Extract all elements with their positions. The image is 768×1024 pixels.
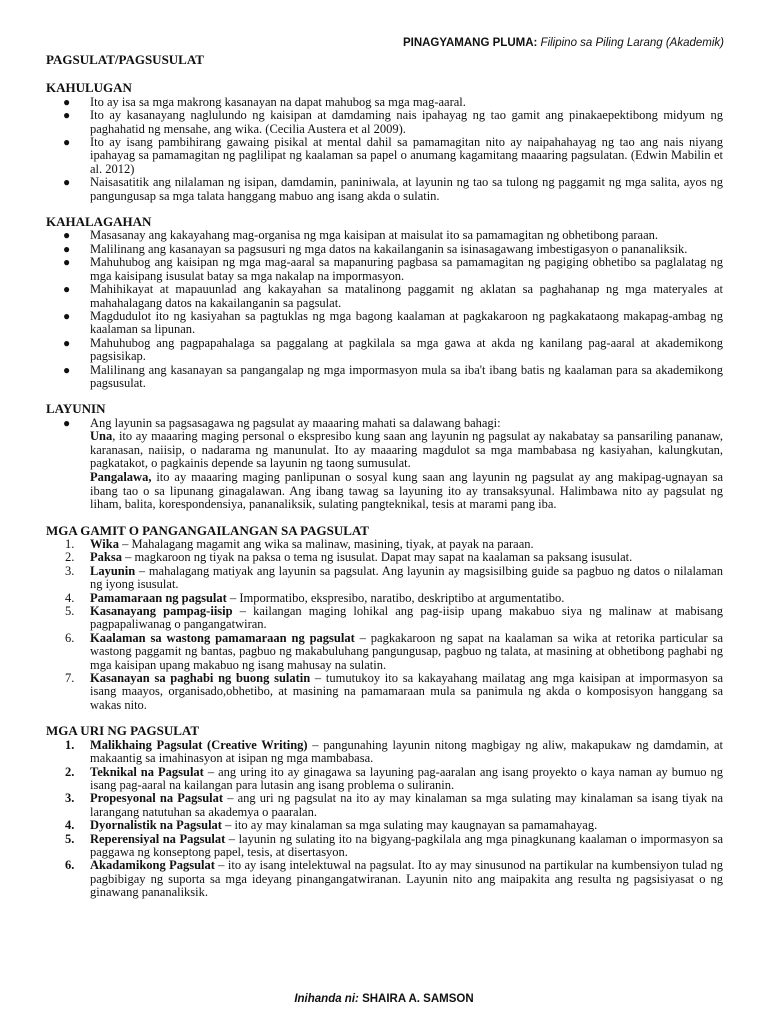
list-item: ● Mahihikayat at mapauunlad ang kakayahan sa matalinong paggamit ng aklatan sa paghahanap ng mga materyales at mahahalagang datos na kakailanganin sa pagsulat.: [63, 282, 723, 310]
uri-list: [46, 739, 723, 900]
list-item: 4. Pamamaraan ng pagsulat – Impormatibo, ekspresibo, naratibo, deskriptibo at argumentatibo.: [65, 590, 565, 605]
bullet-icon: ●: [63, 362, 71, 377]
list-item: 4. Dyornalistik na Pagsulat – ito ay may kinalaman sa mga sulating may kaugnayan sa pamamahayag.: [65, 818, 598, 833]
list-item: 3. Propesyonal na Pagsulat – ang uri ng pagsulat na ito ay may kinalaman sa mga sulating may kinalaman sa isang tiyak na larangang natutuhan sa akademya o paaralan.: [65, 791, 723, 819]
section-title-uri: MGA URI NG PAGSULAT: [46, 723, 199, 739]
list-item: 1. Malikhaing Pagsulat (Creative Writing) – pangunahing layunin nitong magbigay ng aliw, makapukaw ng damdamin, at makaantig sa imahinasyon at isipan ng mga mambabasa.: [65, 737, 723, 766]
layunin-una: Una, ito ay maaaring maging personal o ekspresibo kung saan ang layunin ng pagsulat ay nakabatay sa pansariling pananaw, karanasan, naiisip, o nadarama ng manunulat. Ito ay maaaring magdulot sa mga mambabasa ng kasiyahan, kalungkutan, pagkatakot, o pagkainis depende sa layunin ng taong sumusulat.: [90, 429, 723, 470]
list-item: ● Ito ay isang pambihirang gawaing pisikal at mental dahil sa pamamagitan nito ay naipahahayag ng tao ang nais niyang ipahayag sa pamamagitan ng paglilipat ng kaalaman sa papel o anumang kagamitang maaaring pagsulatan. (Edwin Mabilin et al. 2012): [63, 135, 723, 176]
list-item: ● Mahuhubog ang pagpapahalaga sa paggalang at pagkilala sa mga gawa at akda ng kanilang pag-aaral at akademikong pagsisikap.: [63, 335, 723, 364]
bullet-icon: ●: [63, 108, 71, 123]
header-brand: PINAGYAMANG PLUMA:: [402, 37, 538, 49]
list-item: 2. Paksa – magkaroon ng tiyak na paksa o tema ng isusulat. Dapat may sapat na kaalaman sa paksang isusulat.: [65, 550, 633, 565]
page-footer: [0, 993, 768, 1005]
bullet-icon: ●: [63, 308, 71, 323]
list-item: 5. Reperensiyal na Pagsulat – layunin ng sulating ito na bigyang-pagkilala ang mga pinagkunang kaalaman o impormasyon sa paggawa ng konseptong papel, tesis, at disertasyon.: [65, 831, 723, 859]
author-name: SHAIRA A. SAMSON: [362, 993, 474, 1005]
list-item: ● Naisasatitik ang nilalaman ng isipan, damdamin, paniniwala, at layunin ng tao sa tulong ng paggamit ng mga salita, ayos ng pangungusap sa mga talata hanggang mabuo ang isang akda o sulatin.: [63, 175, 723, 203]
document-title: PAGSULAT/PAGSUSULAT: [46, 52, 204, 67]
header-subject: Filipino sa Piling Larang (Akademik): [540, 37, 724, 49]
section-title-layunin: LAYUNIN: [46, 401, 106, 417]
list-item: 7. Kasanayan sa paghabi ng buong sulatin – tumutukoy ito sa kakayahang mailatag ang mga kaisipan at impormasyon sa isang maayos, organisado,obhetibo, at masining na pamamaraan mula sa panimula ng akda o komposisyon hanggang sa wakas nito.: [65, 671, 723, 712]
list-item: ● Magdudulot ito ng kasiyahan sa pagtuklas ng mga bagong kaalaman at pagkakaroon ng pagkakataong makapag-ambag ng kaalaman sa lipunan.: [63, 308, 723, 337]
list-item: 3. Layunin – mahalagang matiyak ang layunin sa pagsulat. Ang layunin ay magsisilbing guide sa pagbuo ng datos o nilalaman ng iyong isusulat.: [65, 563, 723, 592]
bullet-icon: ●: [63, 228, 71, 243]
list-item: ● Malilinang ang kasanayan sa pagsusuri ng mga datos na kakailanganin sa isinasagawang imbestigasyon o pananaliksik.: [63, 241, 688, 256]
kahalagahan-list: [46, 229, 723, 390]
list-item: 1. Wika – Mahalagang magamit ang wika sa malinaw, masining, tiyak, at payak na paraan.: [65, 537, 534, 551]
layunin-pangalawa: Pangalawa, ito ay maaaring maging panlipunan o sosyal kung saan ang layunin ng pagsulat ay ang makipag-ugnayan sa ibang tao o sa lipunang ginagalawan. Ang ibang tawag sa layuning ito ay transaksyunal. Halimbawa nito ay pagsulat ng liham, balita, korespondensiya, pananaliksik, sulating pangteknikal, tesis at marami pang iba.: [90, 470, 723, 512]
list-item: 2. Teknikal na Pagsulat – ang uring ito ay ginagawa sa layuning pag-aaralan ang isang proyekto o kaya naman ay bumuo ng isang pag-aaral na kailangan para lutasin ang isang problema o suliranin.: [65, 764, 723, 792]
layunin-list: [46, 417, 723, 512]
bullet-icon: ●: [63, 175, 71, 190]
list-item: ● Masasanay ang kakayahang mag-organisa ng mga kaisipan at maisulat ito sa pamamagitan ng obhetibong paraan.: [63, 228, 658, 243]
list-item: ● Ito ay kasanayang naglulundo ng kaisipan at damdaming nais ipahayag ng tao gamit ang pinakaepektibong midyum ng paghahatid ng mensahe, ang wika. (Cecilia Austera et al 2009).: [63, 108, 723, 136]
bullet-icon: ●: [63, 135, 71, 150]
kahulugan-list: [46, 96, 723, 203]
footer-prefix: Inihanda ni:: [294, 993, 363, 1005]
section-title-kahulugan: KAHULUGAN: [46, 80, 132, 96]
list-item: 6. Kaalaman sa wastong pamamaraan ng pagsulat – pagkakaroon ng sapat na kaalaman sa wika at retorika particular sa wastong paggamit ng bantas, pagbuo ng makabuluhang pangungusap, pagbuo ng talata, at masining at obhetibong paghabi ng mga kaisipan upang makabuo ng isang mahusay na sulatin.: [65, 630, 723, 672]
list-item: ● Mahuhubog ang kaisipan ng mga mag-aaral sa mapanuring pagbasa sa pamamagitan ng pagiging obhetibo sa paglalatag ng mga kaisipang isusulat batay sa mga nakalap na impormasyon.: [63, 255, 723, 283]
list-item: ● Ito ay isa sa mga makrong kasanayan na dapat mahubog sa mga mag-aaral.: [63, 94, 466, 109]
gamit-list: [46, 538, 723, 712]
page-header: [403, 37, 724, 49]
layunin-intro: Ang layunin sa pagsasagawa ng pagsulat ay maaaring mahati sa dalawang bahagi:: [90, 415, 501, 430]
bullet-icon: ●: [63, 415, 71, 430]
section-title-kahalagahan: KAHALAGAHAN: [46, 214, 152, 230]
document-body: [46, 53, 723, 900]
bullet-icon: ●: [63, 255, 71, 270]
bullet-icon: ●: [63, 282, 71, 297]
bullet-icon: ●: [63, 241, 71, 256]
section-title-gamit: MGA GAMIT O PANGANGAILANGAN SA PAGSULAT: [46, 522, 369, 538]
list-item: ● Malilinang ang kasanayan sa pangangalap ng mga impormasyon mula sa iba't ibang batis ng kaalaman para sa akademikong pagsusulat.: [63, 362, 723, 390]
list-item: 5. Kasanayang pampag-iisip – kailangan maging lohikal ang pag-iisip upang makabuo siya ng malinaw at mabisang pagpapaliwanag o pangangatwiran.: [65, 604, 723, 632]
list-item: [46, 417, 723, 512]
bullet-icon: ●: [63, 94, 71, 109]
list-item: 6. Akadamikong Pagsulat – ito ay isang intelektuwal na pagsulat. Ito ay may sinusunod na partikular na kumbensiyon tulad ng pagbibigay ng suporta sa mga ideyang pinangangatwiranan. Layunin nito ang maipakita ang resulta ng pagsisiyasat o ng ginawang pananaliksik.: [65, 858, 723, 900]
bullet-icon: ●: [63, 335, 71, 350]
